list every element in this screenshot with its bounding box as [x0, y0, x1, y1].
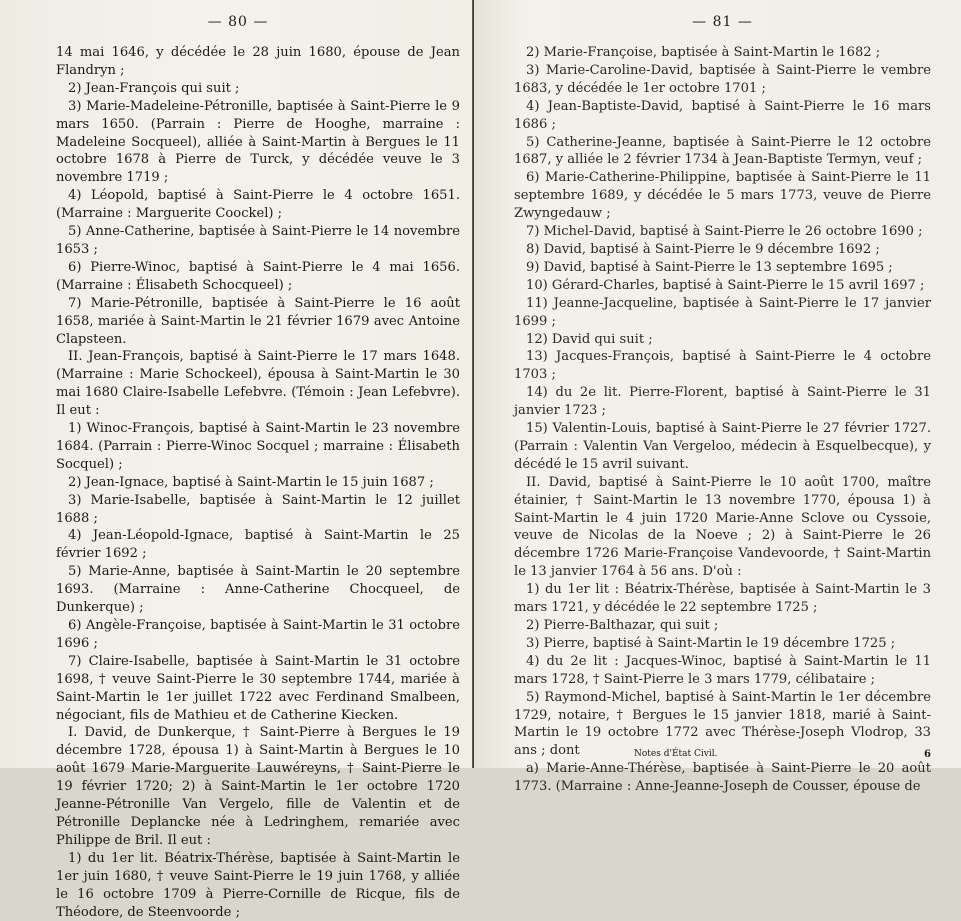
paragraph: 9) David, baptisé à Saint-Pierre le 13 septembre 1695 ;	[526, 259, 893, 275]
paragraph: 6) Pierre-Winoc, baptisé à Saint-Pierre le 4 mai 1656. (Marraine : Élisabeth Schocqueel) ;	[56, 259, 460, 293]
paragraph: 15) Valentin-Louis, baptisé à Saint-Pierre le 27 février 1727. (Parrain : Valentin Van Vergeloo, médecin à Esquelbecque), y décédé le 15 avril suivant.	[514, 421, 931, 472]
right-page-number: — 81 —	[692, 14, 753, 30]
right-page-footer	[634, 749, 931, 760]
paragraph: I. David, de Dunkerque, † Saint-Pierre à Bergues le 19 décembre 1728, épousa 1) à Saint-Martin à Bergues le 10 août 1679 Marie-Marguerite Lauwéreyns, † Saint-Pierre le 19 février 1720; 2) à Saint-Martin le 1er octobre 1720 Jeanne-Pétronille Van Vergelo, fille de Valentin et de Pétronille Deplancke née à Ledringhem, remariée avec Philippe de Bril. Il eut :	[56, 725, 460, 848]
paragraph: II. David, baptisé à Saint-Pierre le 10 août 1700, maître étainier, † Saint-Martin le 13 novembre 1770, épousa 1) à Saint-Martin le 4 juin 1720 Marie-Anne Sclove ou Cyssoie, veuve de Nicolas de la Noeve ; 2) à Saint-Pierre le 26 décembre 1726 Marie-Françoise Vandevoorde, † Saint-Martin le 13 janvier 1764 à 56 ans. D'où :	[514, 474, 931, 580]
paragraph: II. Jean-François, baptisé à Saint-Pierre le 17 mars 1648. (Marraine : Marie Schockeel), épousa à Saint-Martin le 30 mai 1680 Claire-Isabelle Lefebvre. (Témoin : Jean Lefebvre). Il eut :	[56, 349, 460, 419]
paragraph: 7) Michel-David, baptisé à Saint-Pierre le 26 octobre 1690 ;	[526, 224, 923, 240]
paragraph: 1) Winoc-François, baptisé à Saint-Martin le 23 novembre 1684. (Parrain : Pierre-Winoc Socquel ; marraine : Élisabeth Socquel) ;	[56, 421, 460, 472]
paragraph: 3) Marie-Madeleine-Pétronille, baptisée à Saint-Pierre le 9 mars 1650. (Parrain : Pierre de Hooghe, marraine : Madeleine Socqueel), alliée à Saint-Martin à Bergues le 11 octobre 1678 à Pierre de Turck, y décédée veuve le 3 novembre 1719 ;	[56, 98, 460, 186]
paragraph: 10) Gérard-Charles, baptisé à Saint-Pierre le 15 avril 1697 ;	[526, 277, 925, 293]
paragraph: 5) Catherine-Jeanne, baptisée à Saint-Pierre le 12 octobre 1687, y alliée le 2 février 1734 à Jean-Baptiste Termyn, veuf ;	[514, 134, 931, 168]
paragraph: 13) Jacques-François, baptisé à Saint-Pierre le 4 octobre 1703 ;	[514, 349, 931, 383]
paragraph: 5) Raymond-Michel, baptisé à Saint-Martin le 1er décembre 1729, notaire, † Bergues le 15 janvier 1818, marié à Saint-Martin le 19 octobre 1772 avec Thérèse-Joseph Vlodrop, 33 ans ; dont	[514, 689, 931, 759]
paragraph: 11) Jeanne-Jacqueline, baptisée à Saint-Pierre le 17 janvier 1699 ;	[514, 295, 931, 329]
paragraph: 7) Marie-Pétronille, baptisée à Saint-Pierre le 16 août 1658, mariée à Saint-Martin le 21 février 1679 avec Antoine Clapsteen.	[56, 295, 460, 347]
paragraph: 2) Marie-Françoise, baptisée à Saint-Martin le 1682 ;	[526, 45, 881, 60]
right-page	[474, 0, 961, 795]
right-text-body	[514, 44, 931, 796]
paragraph: 5) Marie-Anne, baptisée à Saint-Martin le 20 septembre 1693. (Marraine : Anne-Catherine Chocqueel, de Dunkerque) ;	[56, 564, 460, 616]
paragraph: 1) du 1er lit. Béatrix-Thérèse, baptisée à Saint-Martin le 1er juin 1680, † veuve Saint-Pierre le 19 juin 1768, y alliée le 16 octobre 1709 à Pierre-Cornille de Ricque, fils de Théodore, de Steenvoorde ;	[56, 850, 460, 920]
paragraph: 14 mai 1646, y décédée le 28 juin 1680, épouse de Jean Flandryn ;	[56, 45, 460, 78]
left-page-number: — 80 —	[207, 14, 269, 30]
paragraph: 7) Claire-Isabelle, baptisée à Saint-Martin le 31 octobre 1698, † veuve Saint-Pierre le 30 septembre 1744, mariée à Saint-Martin le 1er juillet 1722 avec Ferdinand Smalbeen, négociant, fils de Mathieu et de Catherine Kiecken.	[56, 653, 460, 723]
paragraph: 4) du 2e lit : Jacques-Winoc, baptisé à Saint-Martin le 11 mars 1728, † Saint-Pierre le 3 mars 1779, célibataire ;	[514, 653, 931, 687]
paragraph: 6) Marie-Catherine-Philippine, baptisée à Saint-Pierre le 11 septembre 1689, y décédée le 5 mars 1773, veuve de Pierre Zwyngedauw ;	[514, 170, 931, 222]
footer-signature-number: 6	[924, 749, 931, 760]
left-page	[0, 0, 474, 920]
paragraph: 1) du 1er lit : Béatrix-Thérèse, baptisée à Saint-Martin le 3 mars 1721, y décédée le 22 septembre 1725 ;	[514, 582, 931, 616]
paragraph: a) Marie-Anne-Thérèse, baptisée à Saint-Pierre le 20 août 1773. (Marraine : Anne-Jeanne-Joseph de Cousser, épouse de	[514, 761, 931, 795]
paragraph: 14) du 2e lit. Pierre-Florent, baptisé à Saint-Pierre le 31 janvier 1723 ;	[514, 385, 931, 419]
paragraph: 8) David, baptisé à Saint-Pierre le 9 décembre 1692 ;	[526, 241, 880, 257]
paragraph: 2) Pierre-Balthazar, qui suit ;	[526, 618, 719, 633]
paragraph: 2) Jean-François qui suit ;	[68, 80, 240, 96]
paragraph: 5) Anne-Catherine, baptisée à Saint-Pierre le 14 novembre 1653 ;	[56, 224, 460, 257]
paragraph: 3) Marie-Caroline-David, baptisée à Saint-Pierre le vembre 1683, y décédée le 1er octobre 1701 ;	[514, 62, 931, 96]
left-text-body	[56, 44, 460, 921]
paragraph: 4) Léopold, baptisé à Saint-Pierre le 4 octobre 1651. (Marraine : Marguerite Coockel) ;	[56, 188, 460, 222]
paragraph: 2) Jean-Ignace, baptisé à Saint-Martin le 15 juin 1687 ;	[68, 474, 434, 490]
footer-title: Notes d'État Civil.	[634, 749, 718, 759]
paragraph: 4) Jean-Léopold-Ignace, baptisé à Saint-Martin le 25 février 1692 ;	[56, 528, 460, 562]
paragraph: 4) Jean-Baptiste-David, baptisé à Saint-Pierre le 16 mars 1686 ;	[514, 98, 931, 132]
paragraph: 3) Marie-Isabelle, baptisée à Saint-Martin le 12 juillet 1688 ;	[56, 492, 460, 526]
paragraph: 3) Pierre, baptisé à Saint-Martin le 19 décembre 1725 ;	[526, 635, 896, 651]
paragraph: 12) David qui suit ;	[526, 331, 653, 347]
paragraph: 6) Angèle-Françoise, baptisée à Saint-Martin le 31 octobre 1696 ;	[56, 618, 460, 651]
